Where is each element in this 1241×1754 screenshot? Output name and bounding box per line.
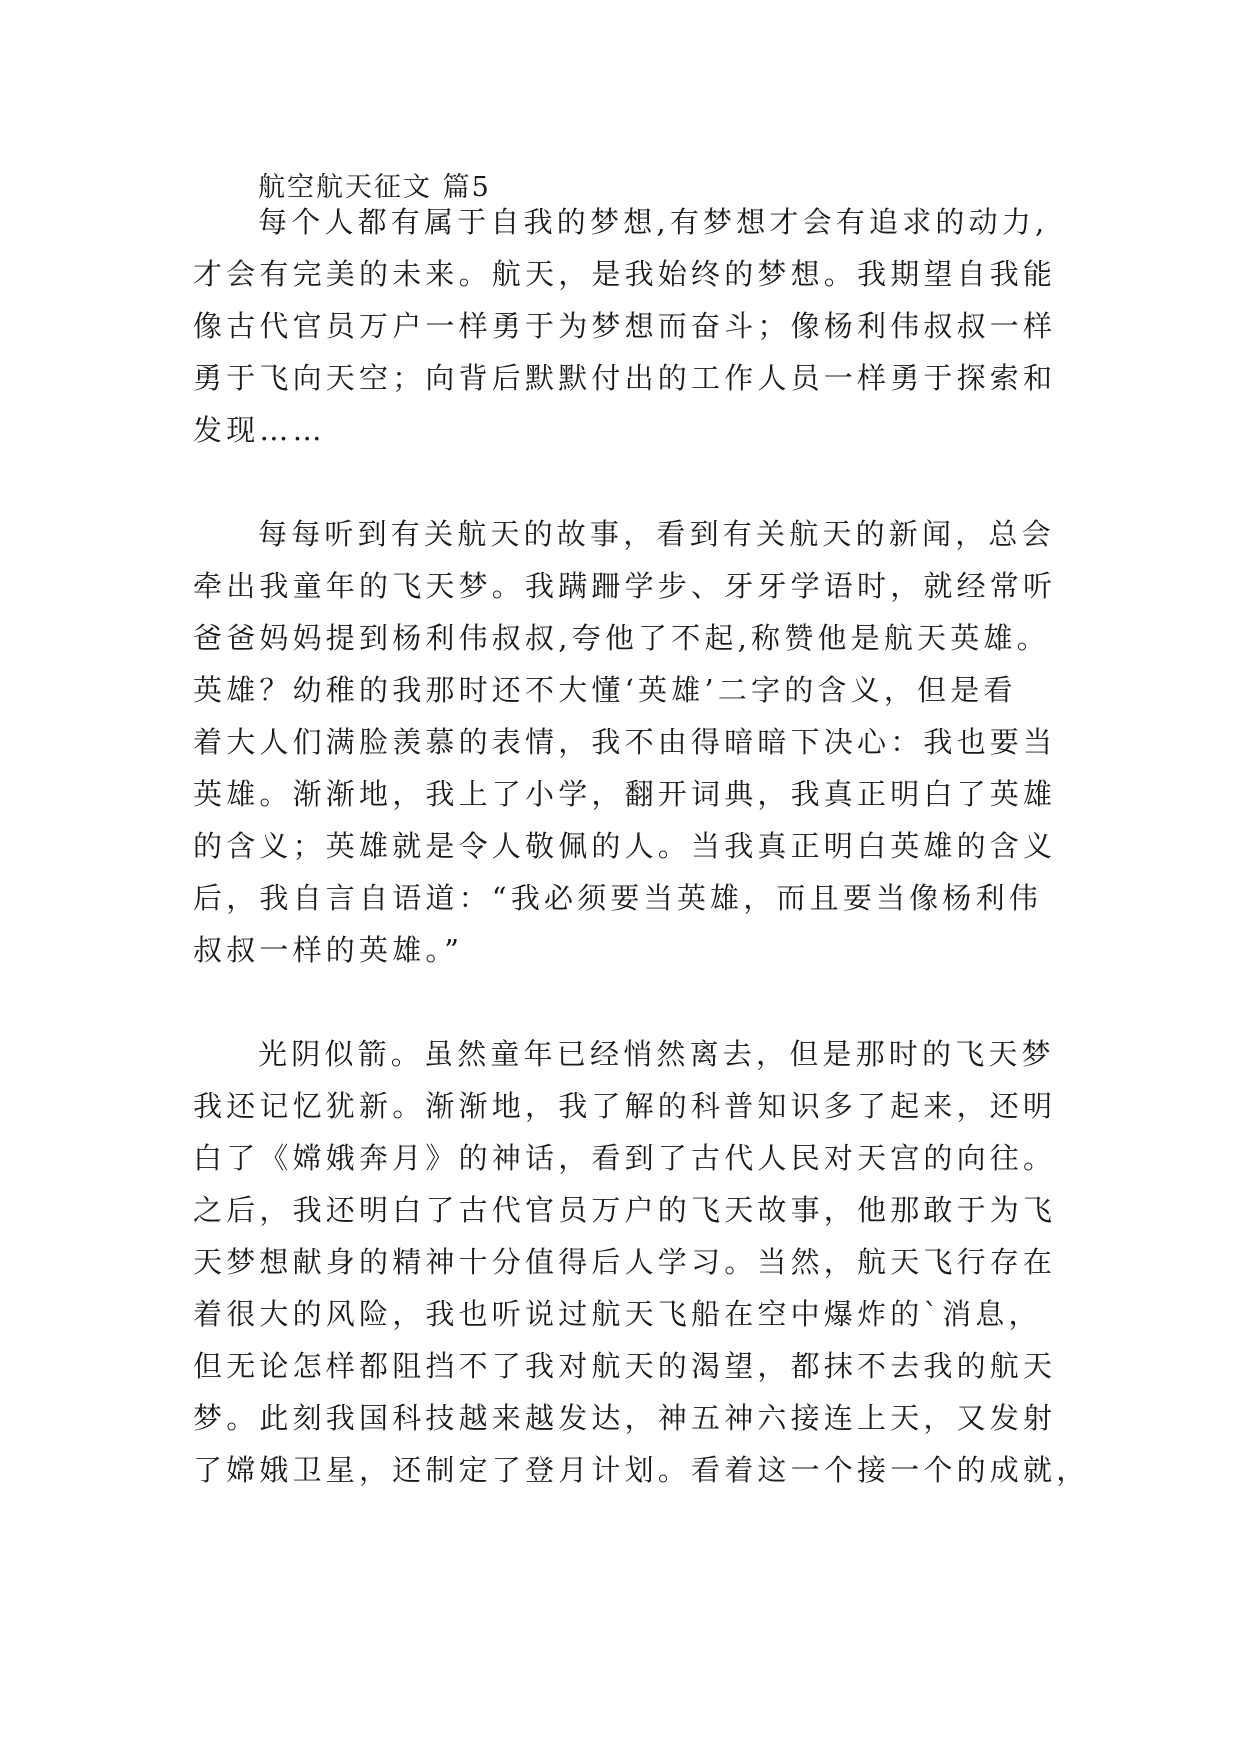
paragraph-2-line-9: 叔叔一样的英雄。” [193,933,464,967]
paragraph-2-line-2: 牵出我童年的飞天梦。我蹒跚学步、牙牙学语时，就经常听 [193,569,1057,603]
paragraph-2-line-1: 每每听到有关航天的故事，看到有关航天的新闻，总会 [258,517,1055,551]
paragraph-3-line-2: 我还记忆犹新。渐渐地，我了解的科普知识多了起来，还明 [193,1089,1057,1123]
document-title: 航空航天征文 篇5 [258,172,491,203]
paragraph-3-line-1: 光阴似箭。虽然童年已经悄然离去，但是那时的飞天梦 [258,1037,1055,1071]
paragraph-3-line-5: 天梦想献身的精神十分值得后人学习。当然，航天飞行存在 [193,1245,1057,1279]
paragraph-3-line-4: 之后，我还明白了古代官员万户的飞天故事，他那敢于为飞 [193,1193,1057,1227]
paragraph-3-line-8: 梦。此刻我国科技越来越发达，神五神六接连上天，又发射 [193,1401,1057,1435]
paragraph-2-line-5: 着大人们满脸羡慕的表情，我不由得暗暗下决心：我也要当 [193,725,1057,759]
paragraph-2-line-6: 英雄。渐渐地，我上了小学，翻开词典，我真正明白了英雄 [193,777,1057,811]
paragraph-1-line-3: 像古代官员万户一样勇于为梦想而奋斗；像杨利伟叔叔一样 [193,309,1057,343]
paragraph-2-line-8: 后，我自言自语道：“我必须要当英雄，而且要当像杨利伟 [193,881,1043,915]
paragraph-1-line-5: 发现…… [193,413,326,447]
paragraph-3-line-3: 白了《嫦娥奔月》的神话，看到了古代人民对天宫的向往。 [193,1141,1057,1175]
paragraph-3-line-7: 但无论怎样都阻挡不了我对航天的渴望，都抹不去我的航天 [193,1349,1057,1383]
paragraph-1-line-4: 勇于飞向天空；向背后默默付出的工作人员一样勇于探索和 [193,361,1057,395]
paragraph-3-line-6: 着很大的风险，我也听说过航天飞船在空中爆炸的`消息， [193,1297,1042,1331]
paragraph-3-line-9: 了嫦娥卫星，还制定了登月计划。看着这一个接一个的成就， [193,1453,1090,1487]
paragraph-1-line-1: 每个人都有属于自我的梦想,有梦想才会有追求的动力, [258,205,1049,239]
paragraph-2-line-7: 的含义；英雄就是令人敬佩的人。当我真正明白英雄的含义 [193,829,1057,863]
paragraph-2-line-4: 英雄？幼稚的我那时还不大懂‘英雄’二字的含义，但是看 [193,673,1017,707]
paragraph-1-line-2: 才会有完美的未来。航天，是我始终的梦想。我期望自我能 [193,257,1057,291]
paragraph-2-line-3: 爸爸妈妈提到杨利伟叔叔,夸他了不起,称赞他是航天英雄。 [193,621,1050,655]
